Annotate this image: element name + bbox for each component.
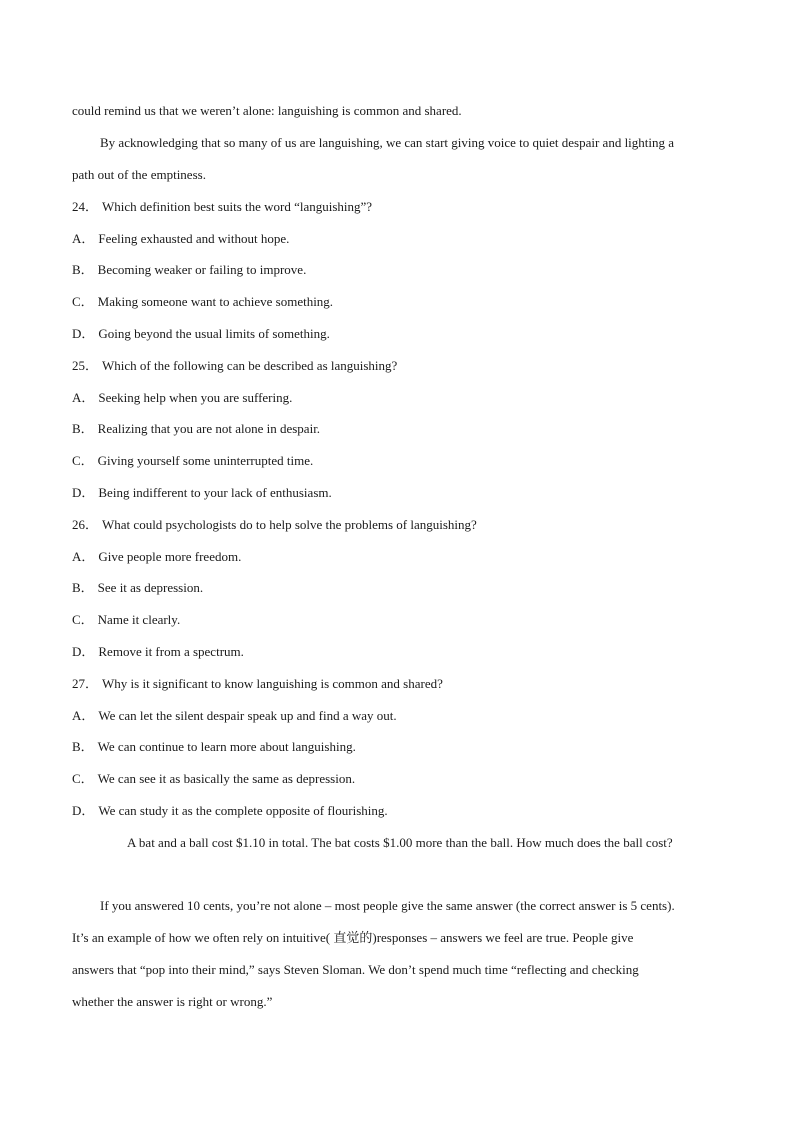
question-text: What could psychologists do to help solve the problems of languishing? xyxy=(102,517,477,532)
option-letter: C． xyxy=(72,771,94,786)
question-25 xyxy=(72,358,722,374)
option-text: Making someone want to achieve something. xyxy=(97,294,334,309)
option-letter: B． xyxy=(72,421,94,436)
option-25-d xyxy=(72,485,722,501)
option-text: We can see it as basically the same as depression. xyxy=(97,771,356,786)
option-text: Being indifferent to your lack of enthusiasm. xyxy=(98,485,332,500)
option-letter: A． xyxy=(72,390,95,405)
option-letter: A． xyxy=(72,549,95,564)
option-26-c xyxy=(72,612,722,628)
option-letter: B． xyxy=(72,739,94,754)
next-passage-intro: A bat and a ball cost $1.10 in total. The bat costs $1.00 more than the ball. How much does the ball cost? xyxy=(127,835,673,850)
next-passage-line-3: answers that “pop into their mind,” says Steven Sloman. We don’t spend much time “reflecting and checking xyxy=(72,962,639,977)
option-24-d xyxy=(72,326,722,342)
option-letter: A． xyxy=(72,231,95,246)
option-text: Feeling exhausted and without hope. xyxy=(98,231,290,246)
option-text: Realizing that you are not alone in despair. xyxy=(97,421,321,436)
option-letter: B． xyxy=(72,580,94,595)
option-letter: A． xyxy=(72,708,95,723)
passage-line-2: By acknowledging that so many of us are languishing, we can start giving voice to quiet despair and lighting a xyxy=(100,135,675,150)
option-26-b xyxy=(72,580,722,596)
option-24-a xyxy=(72,231,722,247)
option-text: Going beyond the usual limits of something. xyxy=(98,326,330,341)
option-27-d xyxy=(72,803,722,819)
option-text: Give people more freedom. xyxy=(98,549,242,564)
option-text: Becoming weaker or failing to improve. xyxy=(97,262,307,277)
option-text: We can let the silent despair speak up and find a way out. xyxy=(98,708,397,723)
option-24-c xyxy=(72,294,722,310)
option-25-b xyxy=(72,421,722,437)
option-27-b xyxy=(72,739,722,755)
question-number: 24． xyxy=(72,199,99,214)
question-27 xyxy=(72,676,722,692)
option-26-d xyxy=(72,644,722,660)
option-24-b xyxy=(72,262,722,278)
option-letter: D． xyxy=(72,644,95,659)
question-number: 27． xyxy=(72,676,99,691)
option-text: Remove it from a spectrum. xyxy=(98,644,244,659)
option-letter: D． xyxy=(72,485,95,500)
next-passage-line-2: It’s an example of how we often rely on intuitive( 直觉的)responses – answers we feel are true. People give xyxy=(72,930,634,945)
option-25-a xyxy=(72,390,722,406)
next-passage-line-4: whether the answer is right or wrong.” xyxy=(72,994,273,1009)
option-27-a xyxy=(72,708,722,724)
question-text: Which of the following can be described as languishing? xyxy=(102,358,398,373)
question-number: 26． xyxy=(72,517,99,532)
question-26 xyxy=(72,517,722,533)
passage-line-1: could remind us that we weren’t alone: languishing is common and shared. xyxy=(72,103,462,118)
question-number: 25． xyxy=(72,358,99,373)
passage-line-3: path out of the emptiness. xyxy=(72,167,206,182)
option-letter: D． xyxy=(72,803,95,818)
option-letter: C． xyxy=(72,294,94,309)
option-letter: C． xyxy=(72,612,94,627)
option-text: We can study it as the complete opposite of flourishing. xyxy=(98,803,388,818)
option-26-a xyxy=(72,549,722,565)
next-passage-line-1: If you answered 10 cents, you’re not alone – most people give the same answer (the correct answer is 5 cents). xyxy=(100,898,675,913)
option-letter: B． xyxy=(72,262,94,277)
question-text: Why is it significant to know languishing is common and shared? xyxy=(102,676,443,691)
option-letter: C． xyxy=(72,453,94,468)
question-24 xyxy=(72,199,722,215)
option-text: Seeking help when you are suffering. xyxy=(98,390,293,405)
option-text: Name it clearly. xyxy=(97,612,181,627)
option-text: See it as depression. xyxy=(97,580,204,595)
option-text: We can continue to learn more about languishing. xyxy=(97,739,356,754)
question-text: Which definition best suits the word “languishing”? xyxy=(102,199,373,214)
option-27-c xyxy=(72,771,722,787)
option-letter: D． xyxy=(72,326,95,341)
option-text: Giving yourself some uninterrupted time. xyxy=(97,453,314,468)
option-25-c xyxy=(72,453,722,469)
